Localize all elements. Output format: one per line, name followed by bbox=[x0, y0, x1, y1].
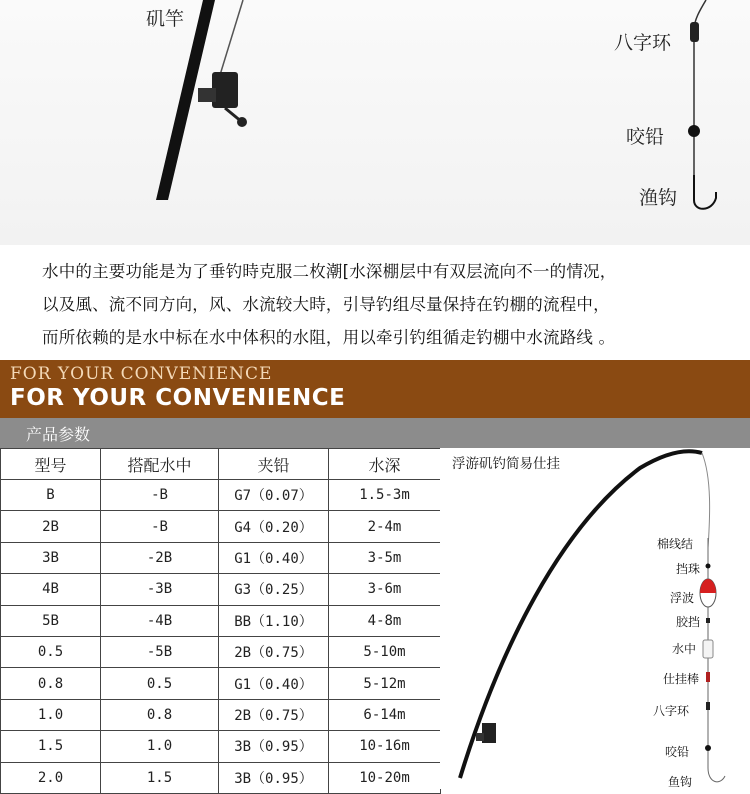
rubber-stop-icon bbox=[706, 618, 710, 623]
cell-depth: 2-4m bbox=[329, 511, 441, 542]
label-swivel: 八字环 bbox=[653, 704, 690, 718]
cell-float: -B bbox=[101, 511, 219, 542]
cell-float: 0.5 bbox=[101, 668, 219, 699]
sinker-icon bbox=[688, 125, 700, 137]
banner-serif-text: FOR YOUR CONVENIENCE bbox=[10, 364, 273, 384]
description-paragraph bbox=[42, 255, 722, 354]
label-underwater-float: 水中 bbox=[672, 642, 697, 656]
cell-depth: 1.5-3m bbox=[329, 480, 441, 511]
cell-depth: 3-6m bbox=[329, 574, 441, 605]
table-row bbox=[1, 636, 441, 667]
cell-depth: 5-12m bbox=[329, 668, 441, 699]
cell-float: -2B bbox=[101, 542, 219, 573]
cell-model: 2B bbox=[1, 511, 101, 542]
cell-depth: 4-8m bbox=[329, 605, 441, 636]
cell-shot: G1（0.40） bbox=[219, 542, 329, 573]
spec-table bbox=[0, 448, 441, 794]
banner-bold-text: FOR YOUR CONVENIENCE bbox=[10, 385, 346, 411]
diagram-line-icon bbox=[708, 538, 725, 782]
rig-diagram bbox=[440, 448, 750, 789]
cell-depth: 10-20m bbox=[329, 762, 441, 793]
cell-model: 1.0 bbox=[1, 699, 101, 730]
cell-shot: BB（1.10） bbox=[219, 605, 329, 636]
header-underwater-float: 搭配水中 bbox=[101, 449, 219, 480]
table-header-row bbox=[1, 449, 441, 480]
diagram-sinker-icon bbox=[705, 745, 711, 751]
cell-shot: 3B（0.95） bbox=[219, 731, 329, 762]
table-row bbox=[1, 511, 441, 542]
cell-shot: 2B（0.75） bbox=[219, 636, 329, 667]
cell-model: 4B bbox=[1, 574, 101, 605]
table-row bbox=[1, 605, 441, 636]
cell-float: 1.5 bbox=[101, 762, 219, 793]
table-row bbox=[1, 731, 441, 762]
cell-depth: 5-10m bbox=[329, 636, 441, 667]
label-bead: 挡珠 bbox=[676, 562, 701, 576]
paragraph-line: 而所依赖的是水中标在水中体积的水阻，用以牵引钓组循走钓棚中水流路线 。 bbox=[42, 328, 616, 347]
cell-shot: G1（0.40） bbox=[219, 668, 329, 699]
reel-icon bbox=[198, 72, 247, 127]
rig-diagram-panel bbox=[440, 448, 750, 789]
diagram-swivel-icon bbox=[706, 702, 710, 710]
cell-depth: 3-5m bbox=[329, 542, 441, 573]
cell-model: 5B bbox=[1, 605, 101, 636]
header-split-shot: 夹铅 bbox=[219, 449, 329, 480]
diagram-rod-icon bbox=[460, 451, 702, 778]
rod-line-icon bbox=[220, 0, 243, 75]
cell-shot: G4（0.20） bbox=[219, 511, 329, 542]
rod-label: 矶竿 bbox=[146, 8, 185, 30]
diagram-title: 浮游矶钓简易仕挂 bbox=[452, 456, 560, 472]
hook-label: 渔钩 bbox=[639, 187, 678, 209]
cell-model: 3B bbox=[1, 542, 101, 573]
table-row bbox=[1, 668, 441, 699]
cell-model: 0.8 bbox=[1, 668, 101, 699]
cell-model: B bbox=[1, 480, 101, 511]
header-water-depth: 水深 bbox=[329, 449, 441, 480]
swivel-icon bbox=[690, 22, 699, 42]
header-model: 型号 bbox=[1, 449, 101, 480]
table-row bbox=[1, 699, 441, 730]
cell-model: 2.0 bbox=[1, 762, 101, 793]
cell-float: -B bbox=[101, 480, 219, 511]
underwater-float-icon bbox=[703, 640, 713, 658]
cell-float: 1.0 bbox=[101, 731, 219, 762]
cell-shot: 3B（0.95） bbox=[219, 762, 329, 793]
paragraph-line: 以及風、流不同方向，风、水流较大時，引导钓组尽量保持在钓棚的流程中， bbox=[42, 295, 610, 314]
cell-shot: G7（0.07） bbox=[219, 480, 329, 511]
sinker-label: 咬铅 bbox=[626, 126, 665, 148]
cell-float: -5B bbox=[101, 636, 219, 667]
cell-float: -3B bbox=[101, 574, 219, 605]
section-header-bar bbox=[0, 418, 750, 448]
table-row bbox=[1, 574, 441, 605]
label-stick: 仕挂棒 bbox=[663, 672, 700, 686]
paragraph-line: 水中的主要功能是为了垂钓時克服二枚潮[水深棚层中有双层流向不一的情况， bbox=[42, 262, 617, 281]
label-sinker: 咬铅 bbox=[665, 745, 690, 759]
stick-icon bbox=[706, 672, 710, 682]
table-row bbox=[1, 542, 441, 573]
table-row bbox=[1, 480, 441, 511]
label-rubber-stop: 胶挡 bbox=[676, 615, 701, 629]
bead-icon bbox=[706, 564, 711, 569]
cell-model: 1.5 bbox=[1, 731, 101, 762]
cell-shot: 2B（0.75） bbox=[219, 699, 329, 730]
label-hook: 鱼钩 bbox=[668, 775, 693, 789]
cell-float: 0.8 bbox=[101, 699, 219, 730]
cell-float: -4B bbox=[101, 605, 219, 636]
label-float: 浮波 bbox=[670, 591, 695, 605]
cell-shot: G3（0.25） bbox=[219, 574, 329, 605]
swivel-label: 八字环 bbox=[614, 32, 672, 54]
label-knot: 棉线结 bbox=[657, 537, 694, 551]
cell-model: 0.5 bbox=[1, 636, 101, 667]
hook-icon bbox=[694, 175, 716, 209]
cell-depth: 6-14m bbox=[329, 699, 441, 730]
float-icon bbox=[700, 579, 716, 607]
cell-depth: 10-16m bbox=[329, 731, 441, 762]
section-title: 产品参数 bbox=[26, 425, 91, 444]
